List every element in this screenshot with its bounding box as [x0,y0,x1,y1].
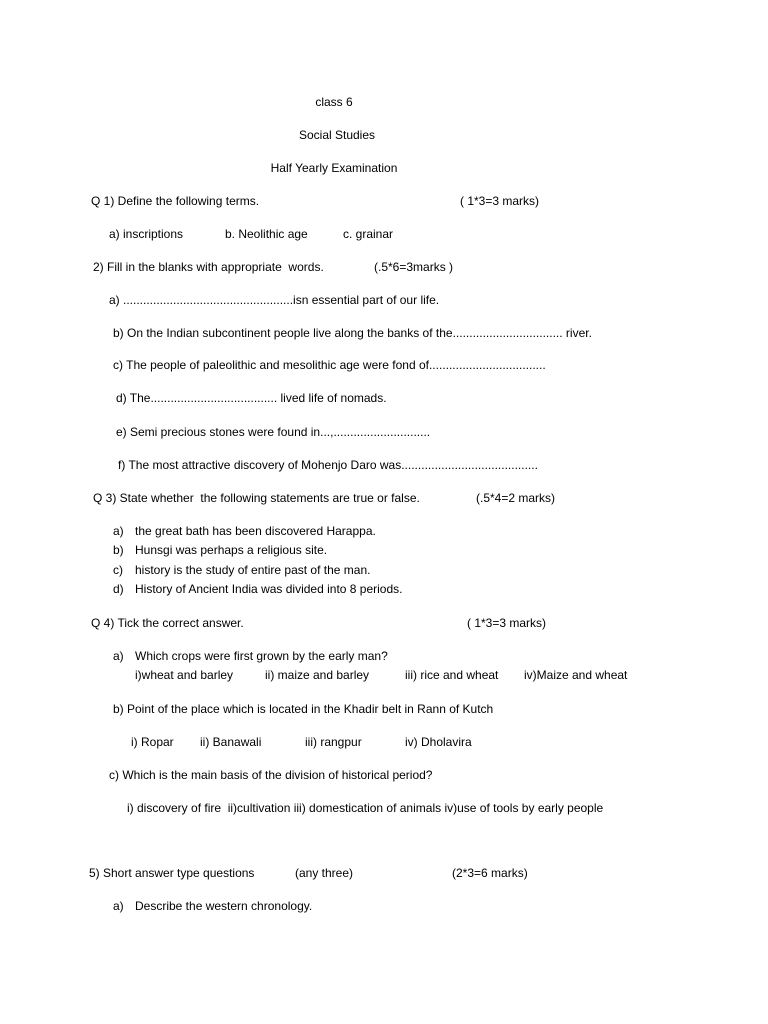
q4a-option-2: ii) maize and barley [265,668,370,682]
q2-item-c: c) The people of paleolithic and mesolithic age were fond of................................... [113,358,546,372]
q4b-option-4: iv) Dholavira [405,735,472,749]
q5-marks: (2*3=6 marks) [452,866,528,880]
q3-item-b-text: Hunsgi was perhaps a religious site. [135,543,328,557]
class-line: class 6 [315,95,353,109]
q5-heading: 5) Short answer type questions [89,866,255,880]
q4a-option-1: i)wheat and barley [135,668,234,682]
q3-item-d-text: History of Ancient India was divided into 8 periods. [135,582,403,596]
q2-marks: (.5*6=3marks ) [374,260,454,274]
q1-heading: Q 1) Define the following terms. [91,194,260,208]
q3-heading: Q 3) State whether the following statements are true or false. [93,491,420,505]
q2-item-d: d) The...................................... lived life of nomads. [116,391,387,405]
q3-item-d-label: d) [113,582,124,596]
q3-item-a-text: the great bath has been discovered Harappa. [135,524,376,538]
q2-heading: 2) Fill in the blanks with appropriate words. [93,260,324,274]
q2-item-a: a) ...................................................isn essential part of our life. [109,293,440,307]
q2-item-e: e) Semi precious stones were found in...,............................. [116,425,431,439]
q3-item-a-label: a) [113,524,124,538]
q1-term-a: a) inscriptions [109,227,184,241]
q1-term-b: b. Neolithic age [225,227,308,241]
q4c-options: i) discovery of fire ii)cultivation iii) domestication of animals iv)use of tools by early people [127,801,604,815]
q4-marks: ( 1*3=3 marks) [467,616,547,630]
q5-item-a-label: a) [113,899,124,913]
q5-note: (any three) [295,866,354,880]
q5-item-a-text: Describe the western chronology. [135,899,313,913]
q3-marks: (.5*4=2 marks) [476,491,556,505]
subject-title: Social Studies [298,128,376,142]
q4c-question: c) Which is the main basis of the division of historical period? [109,768,433,782]
q4b-option-3: iii) rangpur [305,735,362,749]
q1-marks: ( 1*3=3 marks) [460,194,540,208]
q4a-option-4: iv)Maize and wheat [524,668,628,682]
exam-title: Half Yearly Examination [270,161,398,175]
q4a-option-3: iii) rice and wheat [405,668,499,682]
q3-item-b-label: b) [113,543,124,557]
q4a-label: a) [113,649,124,663]
q3-item-c-text: history is the study of entire past of the man. [135,563,371,577]
q4b-question: b) Point of the place which is located in the Khadir belt in Rann of Kutch [113,702,494,716]
q4a-question: Which crops were first grown by the early man? [135,649,388,663]
q3-item-c-label: c) [113,563,123,577]
q4-heading: Q 4) Tick the correct answer. [91,616,244,630]
q2-item-b: b) On the Indian subcontinent people live along the banks of the................................. river. [113,326,592,340]
q1-term-c: c. grainar [343,227,394,241]
q4b-option-1: i) Ropar [131,735,174,749]
q4b-option-2: ii) Banawali [200,735,262,749]
q2-item-f: f) The most attractive discovery of Mohenjo Daro was......................................... [118,458,538,472]
